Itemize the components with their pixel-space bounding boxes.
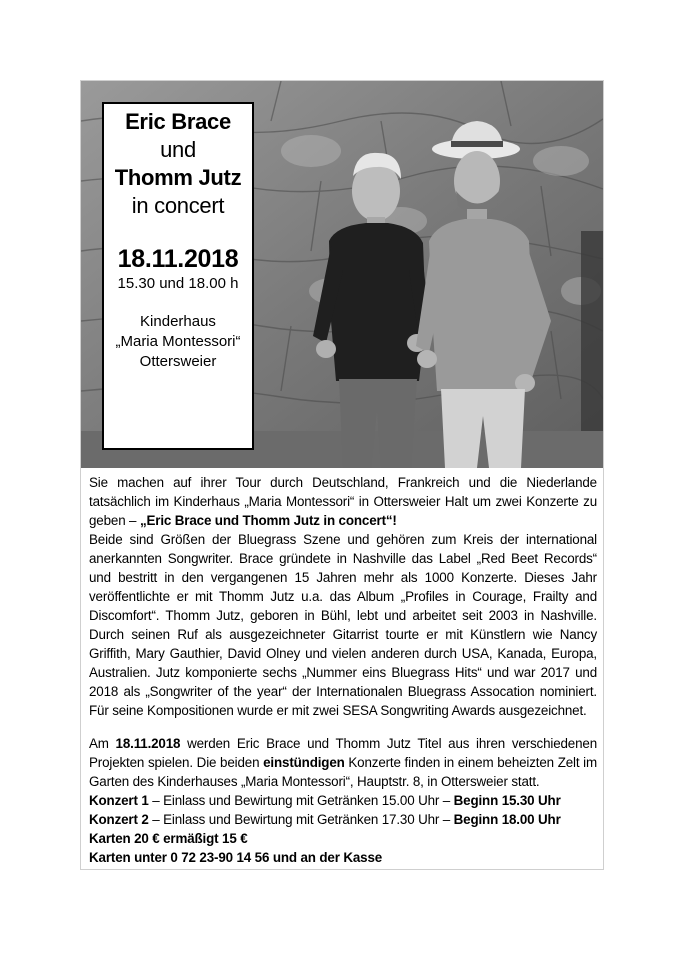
program-text-2: werden Eric Brace und Thomm Jutz Titel aus ihren verschiedenen Projekten spielen. Die beiden [89, 736, 597, 770]
in-concert-text: in concert [131, 193, 225, 218]
konzert-2-text: – Einlass und Bewirtung mit Getränken 17.30 Uhr – [148, 812, 454, 827]
prices-text: Karten 20 € ermäßigt 15 € [89, 831, 248, 846]
program-text-1: Am [89, 736, 116, 751]
intro-paragraph [89, 473, 597, 530]
venue-line-2: „Maria Montessori“ [115, 333, 241, 350]
konzert-1-label: Konzert 1 [89, 793, 149, 808]
intro-bold-title: „Eric Brace und Thomm Jutz in concert“! [139, 513, 397, 528]
program-text-3: Konzerte finden in einem beheizten Zelt im Garten des Kinderhauses „Maria Montessori“, Hauptstr. 8, in Ottersweier statt. [89, 755, 597, 789]
description-text [89, 473, 597, 867]
venue-line-3: Ottersweier [139, 353, 217, 370]
artist-name-2: Thomm Jutz [114, 165, 242, 190]
konzert-1-line [89, 791, 597, 810]
concert-times: 15.30 und 18.00 h [117, 275, 239, 292]
tickets-text: Karten unter 0 72 23-90 14 56 und an der Kasse [89, 850, 383, 865]
concert-date: 18.11.2018 [117, 245, 239, 273]
prices-line [89, 829, 597, 848]
tickets-line [89, 848, 597, 867]
konzert-2-begin: Beginn 18.00 Uhr [453, 812, 561, 827]
konzert-1-begin: Beginn 15.30 Uhr [453, 793, 561, 808]
concert-info-box [102, 102, 254, 450]
program-paragraph [89, 734, 597, 791]
concert-poster [80, 80, 604, 870]
konzert-2-label: Konzert 2 [89, 812, 149, 827]
konzert-2-line [89, 810, 597, 829]
artist-name-1: Eric Brace [125, 109, 231, 134]
program-bold-word: einstündigen [263, 755, 345, 770]
intro-text: Sie machen auf ihrer Tour durch Deutschland, Frankreich und die Niederlande tatsächlich im Kinderhaus „Maria Montessori“ in Ottersweier Halt um zwei Konzerte zu geben – [89, 475, 597, 528]
artists-paragraph: Beide sind Größen der Bluegrass Szene und gehören zum Kreis der international anerkannten Songwriter. Brace gründete in Nashville das Label „Red Beet Records“ und bestritt in den vergangenen 15 Jahren mehr als 1000 Konzerte. Dieses Jahr veröffentlichte er mit Thomm Jutz u.a. das Album „Profiles in Courage, Frailty and Discomfort“. Thomm Jutz, geboren in Bühl, lebt und arbeitet seit 2003 in Nashville. Durch seinen Ruf als ausgezeichneter Gitarrist tourte er mit Künstlern wie Nancy Griffith, Mary Gauthier, David Olney und vielen anderen durch USA, Kanada, Europa, Australien. Jutz komponierte sechs „Nummer eins Bluegrass Hits“ und war 2017 und 2018 als „Songwriter of the year“ der Internationalen Bluegrass Assocation nominiert. Für seine Kompositionen wurde er mit zwei SESA Songwriting Awards ausgezeichnet. [89, 532, 597, 718]
venue-line-1: Kinderhaus [140, 313, 216, 330]
program-date: 18.11.2018 [115, 736, 181, 751]
konzert-1-text: – Einlass und Bewirtung mit Getränken 15.00 Uhr – [148, 793, 454, 808]
und-text: und [160, 137, 196, 162]
